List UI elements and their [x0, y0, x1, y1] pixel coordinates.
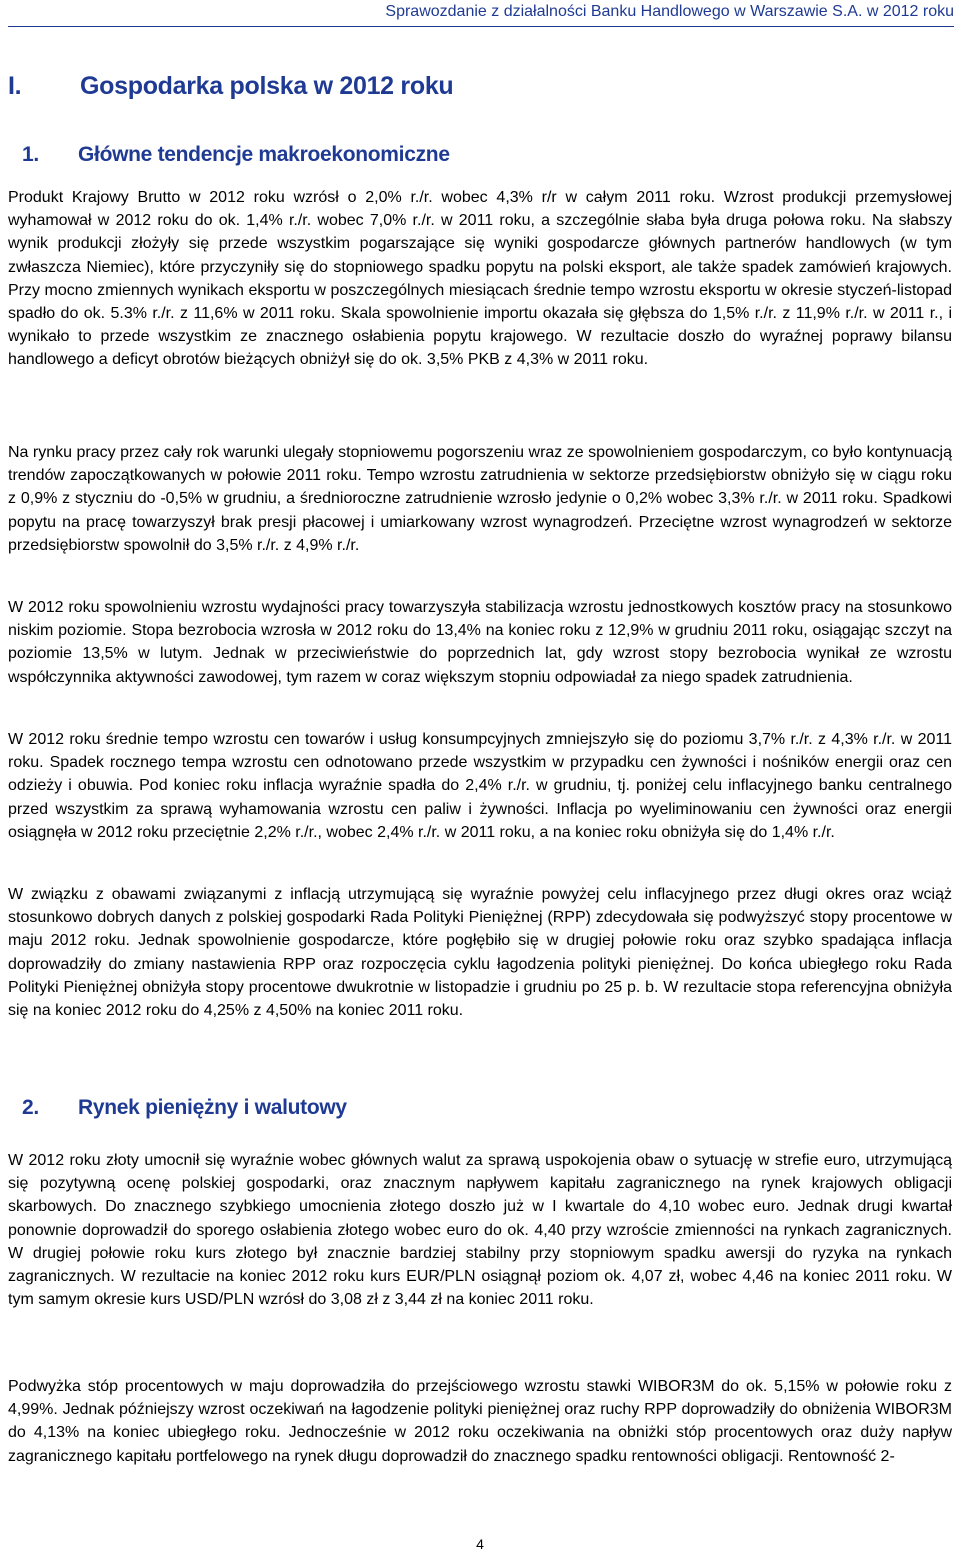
chapter-heading	[8, 72, 453, 101]
paragraph-gdp: Produkt Krajowy Brutto w 2012 roku wzrósł o 2,0% r./r. wobec 4,3% r/r w całym 2011 roku. Wzrost produkcji przemysłowej wyhamował w 2012 roku do ok. 1,4% r./r. wobec 7,0% r./r. w 2011 roku, a szczególnie słaba była druga połowa roku. Na słabszy wynik produkcji złożyły się przede wszystkim pogarszające się wyniki gospodarcze głównych partnerów handlowych (w tym zwłaszcza Niemiec), które przyczyniły się do stopniowego spadku popytu na polski eksport, ale także spadek zamówień krajowych. Przy mocno zmiennych wynikach eksportu w poszczególnych miesiącach średnie tempo wzrostu eksportu w okresie styczeń-listopad spadło do ok. 5.3% r./r. z 11,6% w 2011 roku. Skala spowolnienie importu okazała się głębsza do 1,5% r./r. z 11,9% r./r. w 2011 r., i wynikało to przede wszystkim ze znacznego osłabienia popytu krajowego. W rezultacie doszło do wyraźnej poprawy bilansu handlowego a deficyt obrotów bieżących obniżył się do ok. 3,5% PKB z 4,3% w 2011 roku.	[8, 189, 952, 369]
section-title: Główne tendencje makroekonomiczne	[78, 143, 450, 166]
section-heading-2	[22, 1096, 347, 1120]
paragraph-interest-rates: Podwyżka stóp procentowych w maju doprowadziła do przejściowego wzrostu stawki WIBOR3M do ok. 5,15% w połowie roku z 4,99%. Jednak późniejszy wzrost oczekiwań na łagodzenie polityki pieniężnej oraz ruchy RPP doprowadziły do obniżenia WIBOR3M do 4,13% na koniec ubiegłego roku. Jednocześnie w 2012 roku oczekiwania na obniżki stóp procentowych oraz duży napływ zagranicznego kapitału portfelowego na rynek długu doprowadził do znacznego spadku rentowności obligacji. Rentowność 2-	[8, 1378, 952, 1465]
chapter-title: Gospodarka polska w 2012 roku	[80, 72, 454, 100]
section-title: Rynek pieniężny i walutowy	[78, 1096, 347, 1119]
section-number: 2.	[22, 1096, 39, 1119]
paragraph-inflation: W 2012 roku średnie tempo wzrostu cen towarów i usług konsumpcyjnych zmniejszyło się do poziomu 3,7% r./r. z 4,3% r./r. w 2011 roku. Spadek rocznego tempa wzrostu cen odnotowano przede wszystkim w przypadku cen żywności i nośników energii oraz cen odzieży i obuwia. Pod koniec roku inflacja wyraźnie spadła do 2,4% r./r. w grudniu, tj. poniżej celu inflacyjnego banku centralnego przed wszystkim za sprawą wyhamowania wzrostu cen paliw i żywności. Inflacja po wyeliminowaniu cen żywności oraz energii osiągnęła w 2012 roku przeciętnie 2,2% r./r., wobec 2,4% r./r. w 2011 roku, a na koniec roku obniżyła się do 1,4% r./r.	[8, 731, 952, 841]
section-heading-1	[22, 143, 450, 167]
running-header: Sprawozdanie z działalności Banku Handlowego w Warszawie S.A. w 2012 roku	[8, 0, 954, 27]
paragraph-unemployment: W 2012 roku spowolnieniu wzrostu wydajności pracy towarzyszyła stabilizacja wzrostu jednostkowych kosztów pracy na stosunkowo niskim poziomie. Stopa bezrobocia wzrosła w 2012 roku do 13,4% na koniec roku z 12,9% w grudniu 2011 roku, osiągając szczyt na poziomie 13,5% w lutym. Jednak w przeciwieństwie do poprzednich lat, gdy wzrost stopy bezrobocia wynikał ze wzrostu współczynnika aktywności zawodowej, tym razem w coraz większym stopniu odpowiadał za niego spadek zatrudnienia.	[8, 599, 952, 686]
section-number: 1.	[22, 143, 39, 166]
page-number: 4	[476, 1536, 484, 1552]
paragraph-labour-market: Na rynku pracy przez cały rok warunki ulegały stopniowemu pogorszeniu wraz ze spowolnieniem gospodarczym, co było kontynuacją trendów zapoczątkowanych w połowie 2011 roku. Tempo wzrostu zatrudnienia w sektorze przedsiębiorstw obniżyło się w ciągu roku z 0,9% z styczniu do -0,5% w grudniu, a średnioroczne zatrudnienie wzrosło jedynie o 0,2% wobec 3,3% r./r. w 2011 roku. Spadkowi popytu na pracę towarzyszył brak presji płacowej i umiarkowany wzrost wynagrodzeń. Przeciętne wzrost wynagrodzeń w sektorze przedsiębiorstw spowolnił do 3,5% r./r. z 4,9% r./r.	[8, 444, 952, 554]
paragraph-monetary-policy: W związku z obawami związanymi z inflacją utrzymującą się wyraźnie powyżej celu inflacyjnego przez długi okres oraz wciąż stosunkowo dobrych danych z polskiej gospodarki Rada Polityki Pieniężnej (RPP) zdecydowała się podwyższyć stopy procentowe w maju 2012 roku. Jednak spowolnienie gospodarcze, które pogłębiło się w drugiej połowie roku oraz szybko spadająca inflacja doprowadziły do zmiany nastawienia RPP oraz rozpoczęcia cyklu łagodzenia polityki pieniężnej. Do końca ubiegłego roku Rada Polityki Pieniężnej obniżyła stopy procentowe dwukrotnie w listopadzie i grudniu po 25 p. b. W rezultacie stopa referencyjna obniżyła się na koniec 2012 roku do 4,25% z 4,50% na koniec 2011 roku.	[8, 886, 952, 1020]
paragraph-currency: W 2012 roku złoty umocnił się wyraźnie wobec głównych walut za sprawą uspokojenia obaw o sytuację w strefie euro, utrzymującą się pozytywną ocenę polskiej gospodarki, oraz znacznym napływem kapitału zagranicznego na rynek krajowych obligacji skarbowych. Do znacznego szybkiego umocnienia złotego doszło już w I kwartale do 4,10 wobec euro. Jednak drugi kwartał ponownie doprowadził do sporego osłabienia złotego wobec euro do ok. 4,40 przy wzroście zmienności na rynkach zagranicznych. W drugiej połowie roku kurs złotego był znacznie bardziej stabilny przy stopniowym spadku awersji do ryzyka na rynkach zagranicznych. W rezultacie na koniec 2012 roku kurs EUR/PLN osiągnął poziom ok. 4,07 zł, wobec 4,46 na koniec 2011 roku. W tym samym okresie kurs USD/PLN wzrósł do 3,08 zł z 3,44 zł na koniec 2011 roku.	[8, 1152, 952, 1309]
chapter-number: I.	[8, 72, 22, 100]
